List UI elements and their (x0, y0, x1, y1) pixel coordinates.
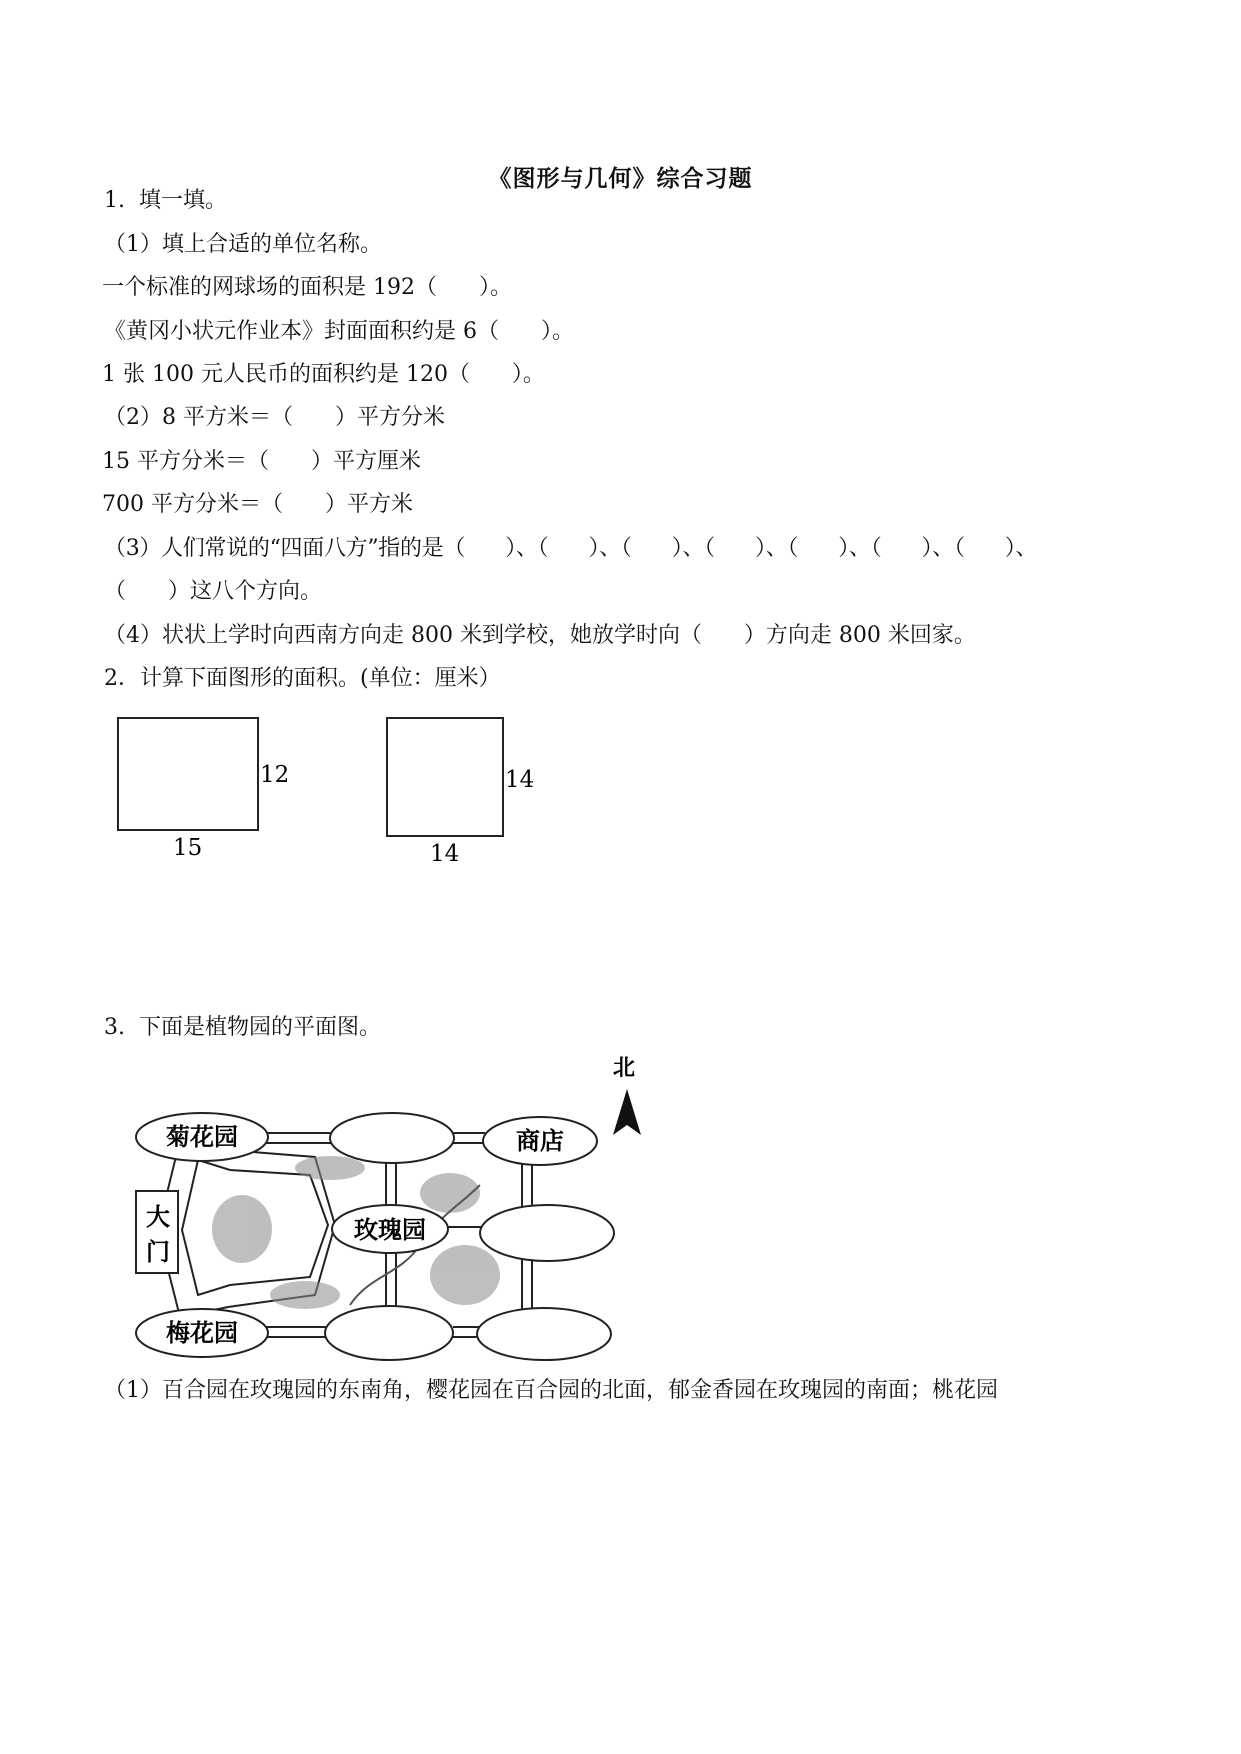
gate-label-bottom: 门 (146, 1237, 170, 1266)
question-1-part-3-cont: （ ）这八个方向。 (104, 579, 322, 604)
rectangle-height-label: 12 (260, 762, 290, 788)
blank-garden-southeast (477, 1308, 611, 1360)
question-1-part-4: （4）状状上学时向西南方向走 800 米到学校，她放学时向（ ）方向走 800 米回家。 (104, 623, 976, 648)
blank-garden-east (480, 1205, 614, 1261)
gate-label-top: 大 (146, 1202, 170, 1231)
rectangle-figure (118, 718, 258, 830)
square-height-label: 14 (505, 767, 535, 793)
square-width-label: 14 (430, 841, 460, 867)
question-1-part-2: （2）8 平方米＝（ ）平方分米 (104, 405, 445, 430)
q1-tennis-court: 一个标准的网球场的面积是 192（ ）。 (102, 275, 512, 300)
blank-garden-south (325, 1306, 453, 1360)
q1-conversion-3: 700 平方分米＝（ ）平方米 (102, 492, 413, 517)
garden-map (120, 1045, 680, 1365)
meihua-garden-label: 梅花园 (166, 1318, 238, 1347)
question-1-heading: 1. 填一填。 (104, 188, 227, 213)
square-figure (387, 718, 503, 836)
juhua-garden-label: 菊花园 (166, 1122, 238, 1151)
q1-conversion-2: 15 平方分米＝（ ）平方厘米 (102, 449, 421, 474)
meigui-garden-label: 玫瑰园 (354, 1215, 426, 1244)
blank-garden-north (330, 1113, 454, 1163)
question-3-part-1: （1）百合园在玫瑰园的东南角，樱花园在百合园的北面，郁金香园在玫瑰园的南面；桃花园 (104, 1378, 999, 1403)
q1-banknote: 1 张 100 元人民币的面积约是 120（ ）。 (102, 362, 545, 387)
question-1-part-1: （1）填上合适的单位名称。 (104, 232, 382, 257)
question-1-part-3: （3）人们常说的“四面八方”指的是（ ）、（ ）、（ ）、（ ）、（ ）、（ ）、（ ）、 (104, 536, 1038, 561)
q1-notebook-cover: 《黄冈小状元作业本》封面面积约是 6（ ）。 (104, 319, 574, 344)
area-figures (100, 705, 600, 875)
north-label: 北 (613, 1055, 636, 1081)
north-arrow-icon (613, 1089, 641, 1135)
question-3-heading: 3. 下面是植物园的平面图。 (104, 1015, 381, 1040)
page-title: 《图形与几何》综合习题 (488, 165, 753, 192)
shop-label: 商店 (516, 1126, 564, 1155)
question-2-heading: 2．计算下面图形的面积。(单位：厘米） (104, 666, 501, 691)
rectangle-width-label: 15 (173, 835, 203, 861)
